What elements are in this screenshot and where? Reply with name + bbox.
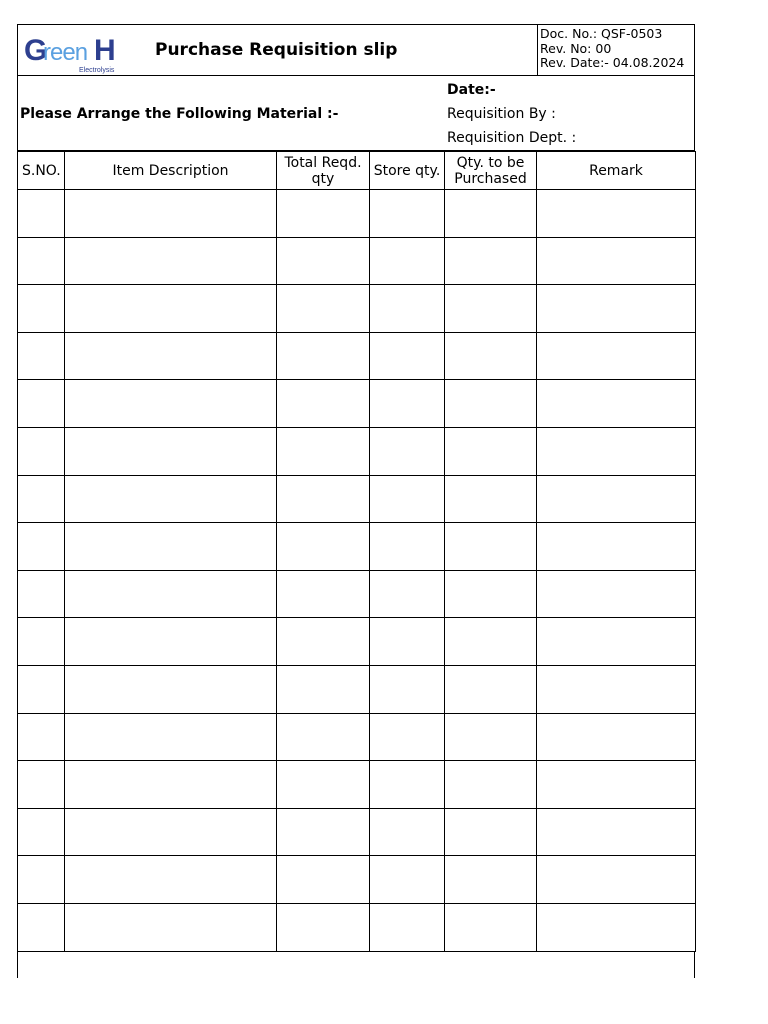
cell-item-description[interactable] xyxy=(65,190,277,238)
cell-store-qty[interactable] xyxy=(370,856,445,904)
cell-store-qty[interactable] xyxy=(370,427,445,475)
cell-sno[interactable] xyxy=(18,237,65,285)
cell-store-qty[interactable] xyxy=(370,380,445,428)
requisition-sheet xyxy=(17,24,695,978)
greenh-logo-image xyxy=(24,33,124,75)
cell-item-description[interactable] xyxy=(65,665,277,713)
table-row xyxy=(18,570,696,618)
table-row xyxy=(18,190,696,238)
cell-remark[interactable] xyxy=(537,285,696,333)
cell-total-reqd-qty[interactable] xyxy=(277,237,370,285)
cell-qty-to-be-purchased[interactable] xyxy=(445,427,537,475)
cell-remark[interactable] xyxy=(537,332,696,380)
doc-number: Doc. No.: QSF-0503 xyxy=(540,26,663,41)
cell-remark[interactable] xyxy=(537,190,696,238)
cell-store-qty[interactable] xyxy=(370,237,445,285)
cell-total-reqd-qty[interactable] xyxy=(277,475,370,523)
cell-store-qty[interactable] xyxy=(370,808,445,856)
cell-store-qty[interactable] xyxy=(370,285,445,333)
cell-remark[interactable] xyxy=(537,475,696,523)
table-header-row xyxy=(18,152,696,190)
cell-item-description[interactable] xyxy=(65,856,277,904)
cell-sno[interactable] xyxy=(18,856,65,904)
cell-qty-to-be-purchased[interactable] xyxy=(445,523,537,571)
cell-item-description[interactable] xyxy=(65,332,277,380)
document-title: Purchase Requisition slip xyxy=(155,40,398,60)
table-row xyxy=(18,761,696,809)
revision-number: Rev. No: 00 xyxy=(540,40,612,56)
cell-sno[interactable] xyxy=(18,285,65,333)
table-body xyxy=(18,190,696,952)
cell-qty-to-be-purchased[interactable] xyxy=(445,570,537,618)
table-row xyxy=(18,285,696,333)
cell-store-qty[interactable] xyxy=(370,761,445,809)
cell-total-reqd-qty[interactable] xyxy=(277,380,370,428)
cell-remark[interactable] xyxy=(537,808,696,856)
svg-text:H: H xyxy=(94,34,116,67)
cell-sno[interactable] xyxy=(18,332,65,380)
cell-total-reqd-qty[interactable] xyxy=(277,903,370,951)
cell-item-description[interactable] xyxy=(65,903,277,951)
cell-sno[interactable] xyxy=(18,808,65,856)
cell-store-qty[interactable] xyxy=(370,475,445,523)
cell-qty-to-be-purchased[interactable] xyxy=(445,190,537,238)
table-row xyxy=(18,713,696,761)
cell-item-description[interactable] xyxy=(65,713,277,761)
date-label: Date:- xyxy=(447,82,496,98)
cell-qty-to-be-purchased[interactable] xyxy=(445,713,537,761)
cell-sno[interactable] xyxy=(18,903,65,951)
cell-item-description[interactable] xyxy=(65,237,277,285)
cell-item-description[interactable] xyxy=(65,808,277,856)
table-row xyxy=(18,618,696,666)
cell-store-qty[interactable] xyxy=(370,713,445,761)
cell-total-reqd-qty[interactable] xyxy=(277,665,370,713)
column-header-sno: S.NO. xyxy=(18,152,65,190)
cell-remark[interactable] xyxy=(537,237,696,285)
revision-date: Rev. Date:- 04.08.2024 xyxy=(540,55,685,70)
cell-qty-to-be-purchased[interactable] xyxy=(445,332,537,380)
svg-text:G: G xyxy=(24,34,47,67)
cell-sno[interactable] xyxy=(18,190,65,238)
cell-item-description[interactable] xyxy=(65,570,277,618)
cell-qty-to-be-purchased[interactable] xyxy=(445,237,537,285)
document-control-box xyxy=(537,25,694,75)
table-row xyxy=(18,523,696,571)
table-row xyxy=(18,665,696,713)
footer-area xyxy=(17,952,695,978)
column-header-store-qty: Store qty. xyxy=(370,152,445,190)
cell-store-qty[interactable] xyxy=(370,665,445,713)
column-header-remark: Remark xyxy=(537,152,696,190)
cell-remark[interactable] xyxy=(537,427,696,475)
cell-sno[interactable] xyxy=(18,665,65,713)
table-row xyxy=(18,427,696,475)
table-row xyxy=(18,856,696,904)
table-row xyxy=(18,903,696,951)
cell-total-reqd-qty[interactable] xyxy=(277,190,370,238)
cell-remark[interactable] xyxy=(537,523,696,571)
cell-remark[interactable] xyxy=(537,856,696,904)
cell-sno[interactable] xyxy=(18,380,65,428)
document-header xyxy=(17,24,695,76)
cell-store-qty[interactable] xyxy=(370,523,445,571)
table-row xyxy=(18,380,696,428)
cell-qty-to-be-purchased[interactable] xyxy=(445,285,537,333)
cell-total-reqd-qty[interactable] xyxy=(277,856,370,904)
cell-total-reqd-qty[interactable] xyxy=(277,618,370,666)
cell-item-description[interactable] xyxy=(65,427,277,475)
cell-remark[interactable] xyxy=(537,761,696,809)
cell-qty-to-be-purchased[interactable] xyxy=(445,761,537,809)
cell-qty-to-be-purchased[interactable] xyxy=(445,380,537,428)
cell-total-reqd-qty[interactable] xyxy=(277,713,370,761)
cell-item-description[interactable] xyxy=(65,523,277,571)
cell-item-description[interactable] xyxy=(65,761,277,809)
requisition-fields xyxy=(447,81,576,153)
cell-sno[interactable] xyxy=(18,475,65,523)
cell-qty-to-be-purchased[interactable] xyxy=(445,618,537,666)
cell-item-description[interactable] xyxy=(65,475,277,523)
cell-sno[interactable] xyxy=(18,761,65,809)
table-row xyxy=(18,475,696,523)
cell-store-qty[interactable] xyxy=(370,903,445,951)
column-header-item-description: Item Description xyxy=(65,152,277,190)
cell-total-reqd-qty[interactable] xyxy=(277,808,370,856)
cell-sno[interactable] xyxy=(18,427,65,475)
cell-remark[interactable] xyxy=(537,903,696,951)
cell-total-reqd-qty[interactable] xyxy=(277,427,370,475)
cell-remark[interactable] xyxy=(537,380,696,428)
cell-total-reqd-qty[interactable] xyxy=(277,332,370,380)
company-logo xyxy=(24,33,124,73)
cell-qty-to-be-purchased[interactable] xyxy=(445,808,537,856)
requisition-by-label: Requisition By : xyxy=(447,106,556,122)
cell-remark[interactable] xyxy=(537,713,696,761)
cell-qty-to-be-purchased[interactable] xyxy=(445,856,537,904)
requisition-info xyxy=(17,76,695,151)
table-row xyxy=(18,237,696,285)
cell-sno[interactable] xyxy=(18,713,65,761)
cell-qty-to-be-purchased[interactable] xyxy=(445,475,537,523)
cell-item-description[interactable] xyxy=(65,380,277,428)
table-row xyxy=(18,808,696,856)
cell-total-reqd-qty[interactable] xyxy=(277,285,370,333)
svg-text:Electrolysis: Electrolysis xyxy=(79,67,115,74)
cell-item-description[interactable] xyxy=(65,285,277,333)
cell-total-reqd-qty[interactable] xyxy=(277,570,370,618)
cell-sno[interactable] xyxy=(18,618,65,666)
instruction-text: Please Arrange the Following Material :- xyxy=(20,106,339,122)
cell-store-qty[interactable] xyxy=(370,570,445,618)
cell-qty-to-be-purchased[interactable] xyxy=(445,665,537,713)
material-table xyxy=(17,151,696,952)
cell-remark[interactable] xyxy=(537,570,696,618)
column-header-total-reqd-qty: Total Reqd. qty xyxy=(277,152,370,190)
table-row xyxy=(18,332,696,380)
cell-store-qty[interactable] xyxy=(370,618,445,666)
cell-qty-to-be-purchased[interactable] xyxy=(445,903,537,951)
cell-item-description[interactable] xyxy=(65,618,277,666)
cell-sno[interactable] xyxy=(18,523,65,571)
cell-store-qty[interactable] xyxy=(370,190,445,238)
cell-remark[interactable] xyxy=(537,665,696,713)
cell-total-reqd-qty[interactable] xyxy=(277,761,370,809)
cell-store-qty[interactable] xyxy=(370,332,445,380)
cell-total-reqd-qty[interactable] xyxy=(277,523,370,571)
requisition-dept-label: Requisition Dept. : xyxy=(447,130,577,146)
column-header-qty-to-be-purchased: Qty. to be Purchased xyxy=(445,152,537,190)
svg-text:reen: reen xyxy=(43,39,88,66)
cell-remark[interactable] xyxy=(537,618,696,666)
cell-sno[interactable] xyxy=(18,570,65,618)
